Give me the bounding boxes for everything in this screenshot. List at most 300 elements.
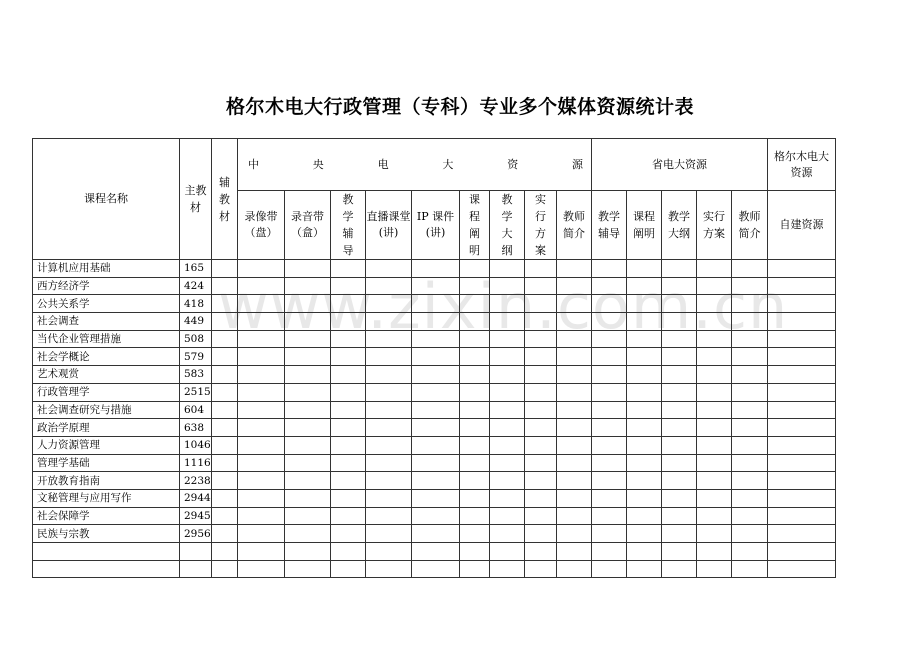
empty-cell bbox=[768, 277, 836, 295]
empty-cell bbox=[490, 366, 525, 384]
empty-cell bbox=[557, 454, 592, 472]
empty-cell bbox=[238, 260, 285, 278]
empty-cell bbox=[592, 454, 627, 472]
empty-cell bbox=[460, 454, 490, 472]
main-textbook-code-cell: 424 bbox=[180, 277, 212, 295]
empty-cell bbox=[331, 436, 366, 454]
empty-cell bbox=[627, 454, 662, 472]
empty-cell bbox=[238, 313, 285, 331]
empty-cell bbox=[212, 401, 238, 419]
empty-cell bbox=[212, 436, 238, 454]
empty-cell bbox=[732, 366, 768, 384]
empty-cell bbox=[238, 419, 285, 437]
table-row bbox=[33, 295, 836, 313]
empty-cell bbox=[697, 507, 732, 525]
empty-cell bbox=[412, 295, 460, 313]
main-textbook-code-cell: 583 bbox=[180, 366, 212, 384]
empty-cell bbox=[331, 560, 366, 578]
table-row bbox=[33, 348, 836, 366]
empty-cell bbox=[662, 260, 697, 278]
empty-cell bbox=[627, 419, 662, 437]
empty-cell bbox=[768, 366, 836, 384]
col-ip-courseware: IP 课件(讲) bbox=[412, 191, 460, 260]
empty-cell bbox=[490, 383, 525, 401]
empty-cell bbox=[768, 295, 836, 313]
empty-cell bbox=[768, 348, 836, 366]
empty-cell bbox=[412, 489, 460, 507]
empty-cell bbox=[525, 295, 557, 313]
empty-cell bbox=[662, 366, 697, 384]
empty-cell bbox=[460, 277, 490, 295]
empty-cell bbox=[331, 454, 366, 472]
empty-cell bbox=[460, 313, 490, 331]
empty-cell bbox=[697, 419, 732, 437]
empty-cell bbox=[285, 454, 331, 472]
empty-cell bbox=[697, 295, 732, 313]
course-name-cell: 开放教育指南 bbox=[33, 472, 180, 490]
course-name-cell: 行政管理学 bbox=[33, 383, 180, 401]
empty-cell bbox=[732, 383, 768, 401]
empty-cell bbox=[557, 507, 592, 525]
empty-cell bbox=[366, 383, 412, 401]
empty-cell bbox=[412, 472, 460, 490]
empty-cell bbox=[697, 401, 732, 419]
empty-cell bbox=[732, 436, 768, 454]
empty-cell bbox=[285, 348, 331, 366]
empty-cell bbox=[768, 419, 836, 437]
col-prov-implementation-plan: 实行方案 bbox=[697, 191, 732, 260]
empty-cell bbox=[662, 313, 697, 331]
col-prov-course-description: 课程阐明 bbox=[627, 191, 662, 260]
empty-cell bbox=[212, 383, 238, 401]
empty-cell bbox=[592, 383, 627, 401]
empty-cell bbox=[331, 472, 366, 490]
empty-cell bbox=[238, 295, 285, 313]
empty-cell bbox=[490, 489, 525, 507]
empty-cell bbox=[732, 313, 768, 331]
table-row bbox=[33, 543, 836, 561]
empty-cell bbox=[662, 295, 697, 313]
page-title: 格尔木电大行政管理（专科）专业多个媒体资源统计表 bbox=[225, 96, 694, 118]
empty-cell bbox=[662, 330, 697, 348]
empty-cell bbox=[557, 543, 592, 561]
empty-cell bbox=[697, 348, 732, 366]
col-self-built-resources: 自建资源 bbox=[768, 191, 836, 260]
empty-cell bbox=[331, 507, 366, 525]
empty-cell bbox=[412, 260, 460, 278]
col-syllabus: 教学大纲 bbox=[490, 191, 525, 260]
empty-cell bbox=[627, 260, 662, 278]
empty-cell bbox=[490, 313, 525, 331]
empty-cell bbox=[732, 489, 768, 507]
empty-cell bbox=[768, 313, 836, 331]
empty-cell bbox=[768, 472, 836, 490]
main-textbook-code-cell: 2238 bbox=[180, 472, 212, 490]
empty-cell bbox=[732, 348, 768, 366]
empty-cell bbox=[285, 313, 331, 331]
empty-cell bbox=[525, 472, 557, 490]
empty-cell bbox=[557, 277, 592, 295]
empty-cell bbox=[412, 330, 460, 348]
empty-cell bbox=[557, 348, 592, 366]
empty-cell bbox=[627, 295, 662, 313]
empty-cell bbox=[697, 260, 732, 278]
header-main-textbook: 主教材 bbox=[180, 139, 212, 260]
empty-cell bbox=[557, 436, 592, 454]
empty-cell bbox=[331, 419, 366, 437]
empty-cell bbox=[557, 472, 592, 490]
empty-cell bbox=[732, 507, 768, 525]
empty-cell bbox=[592, 366, 627, 384]
empty-cell bbox=[627, 489, 662, 507]
empty-cell bbox=[212, 454, 238, 472]
empty-cell bbox=[627, 330, 662, 348]
empty-cell bbox=[366, 260, 412, 278]
empty-cell bbox=[627, 313, 662, 331]
empty-cell bbox=[460, 330, 490, 348]
table-row bbox=[33, 401, 836, 419]
empty-cell bbox=[212, 295, 238, 313]
empty-cell bbox=[285, 277, 331, 295]
empty-cell bbox=[490, 507, 525, 525]
empty-cell bbox=[331, 489, 366, 507]
empty-cell bbox=[525, 525, 557, 543]
empty-cell bbox=[238, 383, 285, 401]
empty-cell bbox=[285, 366, 331, 384]
empty-cell bbox=[732, 560, 768, 578]
empty-cell bbox=[592, 401, 627, 419]
empty-cell bbox=[525, 436, 557, 454]
table-row bbox=[33, 383, 836, 401]
empty-cell bbox=[592, 525, 627, 543]
header-aux-textbook: 辅教材 bbox=[212, 139, 238, 260]
empty-cell bbox=[460, 383, 490, 401]
col-teaching-guide: 教学辅导 bbox=[331, 191, 366, 260]
col-prov-teacher-intro: 教师简介 bbox=[732, 191, 768, 260]
empty-cell bbox=[697, 560, 732, 578]
empty-cell bbox=[366, 543, 412, 561]
empty-cell bbox=[460, 507, 490, 525]
empty-cell bbox=[525, 419, 557, 437]
empty-cell bbox=[238, 543, 285, 561]
empty-cell bbox=[490, 260, 525, 278]
empty-cell bbox=[525, 401, 557, 419]
empty-cell bbox=[285, 489, 331, 507]
empty-cell bbox=[557, 489, 592, 507]
empty-cell bbox=[557, 560, 592, 578]
empty-cell bbox=[525, 277, 557, 295]
empty-cell bbox=[490, 348, 525, 366]
empty-cell bbox=[412, 419, 460, 437]
empty-cell bbox=[366, 419, 412, 437]
watermark: www.zixin.com.cn bbox=[218, 270, 789, 343]
empty-cell bbox=[490, 543, 525, 561]
empty-cell bbox=[525, 560, 557, 578]
empty-cell bbox=[732, 295, 768, 313]
empty-cell bbox=[331, 330, 366, 348]
main-textbook-code-cell: 604 bbox=[180, 401, 212, 419]
empty-cell bbox=[412, 277, 460, 295]
empty-cell bbox=[460, 489, 490, 507]
empty-cell bbox=[732, 419, 768, 437]
empty-cell bbox=[592, 348, 627, 366]
empty-cell bbox=[331, 543, 366, 561]
empty-cell bbox=[732, 525, 768, 543]
empty-cell bbox=[331, 313, 366, 331]
col-prov-syllabus: 教学大纲 bbox=[662, 191, 697, 260]
course-name-cell: 社会调查研究与措施 bbox=[33, 401, 180, 419]
table-row bbox=[33, 366, 836, 384]
empty-cell bbox=[732, 401, 768, 419]
empty-cell bbox=[662, 277, 697, 295]
empty-cell bbox=[331, 401, 366, 419]
empty-cell bbox=[627, 560, 662, 578]
empty-cell bbox=[662, 401, 697, 419]
course-name-cell: 政治学原理 bbox=[33, 419, 180, 437]
table-body bbox=[33, 260, 836, 578]
col-video-tape: 录像带（盘） bbox=[238, 191, 285, 260]
main-textbook-code-cell: 165 bbox=[180, 260, 212, 278]
empty-cell bbox=[238, 472, 285, 490]
empty-cell bbox=[732, 543, 768, 561]
table-row bbox=[33, 260, 836, 278]
resource-table bbox=[32, 138, 836, 578]
main-textbook-code-cell: 418 bbox=[180, 295, 212, 313]
course-name-cell: 民族与宗教 bbox=[33, 525, 180, 543]
empty-cell bbox=[412, 383, 460, 401]
empty-cell bbox=[662, 489, 697, 507]
empty-cell bbox=[366, 401, 412, 419]
empty-cell bbox=[238, 277, 285, 295]
empty-cell bbox=[592, 313, 627, 331]
empty-cell bbox=[460, 295, 490, 313]
empty-cell bbox=[212, 313, 238, 331]
course-name-cell bbox=[33, 543, 180, 561]
empty-cell bbox=[366, 436, 412, 454]
empty-cell bbox=[460, 366, 490, 384]
empty-cell bbox=[212, 419, 238, 437]
empty-cell bbox=[212, 507, 238, 525]
empty-cell bbox=[285, 507, 331, 525]
table-row bbox=[33, 525, 836, 543]
empty-cell bbox=[768, 507, 836, 525]
table-row bbox=[33, 507, 836, 525]
empty-cell bbox=[525, 507, 557, 525]
empty-cell bbox=[366, 330, 412, 348]
empty-cell bbox=[662, 436, 697, 454]
empty-cell bbox=[557, 313, 592, 331]
empty-cell bbox=[212, 543, 238, 561]
empty-cell bbox=[490, 560, 525, 578]
empty-cell bbox=[490, 419, 525, 437]
main-textbook-code-cell: 449 bbox=[180, 313, 212, 331]
course-name-cell: 西方经济学 bbox=[33, 277, 180, 295]
empty-cell bbox=[331, 348, 366, 366]
course-name-cell: 社会调查 bbox=[33, 313, 180, 331]
course-name-cell: 计算机应用基础 bbox=[33, 260, 180, 278]
empty-cell bbox=[697, 313, 732, 331]
empty-cell bbox=[412, 401, 460, 419]
empty-cell bbox=[490, 525, 525, 543]
empty-cell bbox=[732, 277, 768, 295]
table-row bbox=[33, 454, 836, 472]
empty-cell bbox=[460, 348, 490, 366]
table-row bbox=[33, 489, 836, 507]
main-textbook-code-cell: 1116 bbox=[180, 454, 212, 472]
empty-cell bbox=[412, 436, 460, 454]
main-textbook-code-cell: 1046 bbox=[180, 436, 212, 454]
main-textbook-code-cell: 2515 bbox=[180, 383, 212, 401]
empty-cell bbox=[732, 330, 768, 348]
empty-cell bbox=[592, 330, 627, 348]
empty-cell bbox=[627, 383, 662, 401]
empty-cell bbox=[592, 489, 627, 507]
empty-cell bbox=[285, 472, 331, 490]
empty-cell bbox=[697, 277, 732, 295]
empty-cell bbox=[285, 525, 331, 543]
empty-cell bbox=[238, 330, 285, 348]
course-name-cell: 管理学基础 bbox=[33, 454, 180, 472]
empty-cell bbox=[662, 383, 697, 401]
col-implementation-plan: 实行方案 bbox=[525, 191, 557, 260]
header-course-name: 课程名称 bbox=[33, 139, 180, 260]
empty-cell bbox=[460, 543, 490, 561]
empty-cell bbox=[592, 543, 627, 561]
course-name-cell: 人力资源管理 bbox=[33, 436, 180, 454]
empty-cell bbox=[662, 507, 697, 525]
empty-cell bbox=[238, 560, 285, 578]
main-textbook-code-cell: 2945 bbox=[180, 507, 212, 525]
empty-cell bbox=[285, 383, 331, 401]
empty-cell bbox=[212, 348, 238, 366]
empty-cell bbox=[490, 454, 525, 472]
empty-cell bbox=[460, 419, 490, 437]
empty-cell bbox=[238, 366, 285, 384]
empty-cell bbox=[697, 454, 732, 472]
empty-cell bbox=[768, 383, 836, 401]
empty-cell bbox=[490, 295, 525, 313]
empty-cell bbox=[768, 260, 836, 278]
main-textbook-code-cell: 508 bbox=[180, 330, 212, 348]
empty-cell bbox=[285, 560, 331, 578]
table-row bbox=[33, 330, 836, 348]
empty-cell bbox=[285, 260, 331, 278]
empty-cell bbox=[331, 366, 366, 384]
empty-cell bbox=[768, 525, 836, 543]
empty-cell bbox=[697, 330, 732, 348]
empty-cell bbox=[592, 560, 627, 578]
empty-cell bbox=[366, 525, 412, 543]
empty-cell bbox=[366, 560, 412, 578]
empty-cell bbox=[768, 401, 836, 419]
main-textbook-code-cell: 2944 bbox=[180, 489, 212, 507]
empty-cell bbox=[768, 560, 836, 578]
empty-cell bbox=[662, 560, 697, 578]
empty-cell bbox=[592, 277, 627, 295]
empty-cell bbox=[697, 489, 732, 507]
empty-cell bbox=[525, 454, 557, 472]
course-name-cell: 社会学概论 bbox=[33, 348, 180, 366]
empty-cell bbox=[697, 472, 732, 490]
empty-cell bbox=[412, 507, 460, 525]
empty-cell bbox=[627, 543, 662, 561]
empty-cell bbox=[525, 348, 557, 366]
empty-cell bbox=[331, 383, 366, 401]
empty-cell bbox=[627, 277, 662, 295]
empty-cell bbox=[331, 295, 366, 313]
empty-cell bbox=[366, 507, 412, 525]
empty-cell bbox=[238, 348, 285, 366]
empty-cell bbox=[285, 419, 331, 437]
empty-cell bbox=[212, 525, 238, 543]
col-course-description: 课程阐明 bbox=[460, 191, 490, 260]
empty-cell bbox=[697, 436, 732, 454]
empty-cell bbox=[212, 366, 238, 384]
empty-cell bbox=[238, 525, 285, 543]
empty-cell bbox=[525, 313, 557, 331]
empty-cell bbox=[768, 436, 836, 454]
empty-cell bbox=[768, 330, 836, 348]
empty-cell bbox=[490, 277, 525, 295]
empty-cell bbox=[412, 525, 460, 543]
empty-cell bbox=[490, 330, 525, 348]
empty-cell bbox=[627, 366, 662, 384]
col-teacher-intro: 教师简介 bbox=[557, 191, 592, 260]
empty-cell bbox=[331, 260, 366, 278]
empty-cell bbox=[212, 472, 238, 490]
empty-cell bbox=[557, 383, 592, 401]
empty-cell bbox=[592, 436, 627, 454]
empty-cell bbox=[768, 454, 836, 472]
empty-cell bbox=[412, 543, 460, 561]
empty-cell bbox=[592, 260, 627, 278]
empty-cell bbox=[592, 472, 627, 490]
table-row bbox=[33, 472, 836, 490]
empty-cell bbox=[592, 295, 627, 313]
empty-cell bbox=[490, 436, 525, 454]
empty-cell bbox=[627, 348, 662, 366]
empty-cell bbox=[697, 366, 732, 384]
main-textbook-code-cell: 638 bbox=[180, 419, 212, 437]
empty-cell bbox=[412, 313, 460, 331]
empty-cell bbox=[238, 489, 285, 507]
empty-cell bbox=[285, 543, 331, 561]
empty-cell bbox=[732, 260, 768, 278]
empty-cell bbox=[366, 348, 412, 366]
empty-cell bbox=[627, 401, 662, 419]
empty-cell bbox=[460, 525, 490, 543]
empty-cell bbox=[592, 507, 627, 525]
empty-cell bbox=[366, 277, 412, 295]
empty-cell bbox=[697, 525, 732, 543]
empty-cell bbox=[592, 419, 627, 437]
empty-cell bbox=[627, 436, 662, 454]
main-textbook-code-cell bbox=[180, 543, 212, 561]
header-row-1 bbox=[33, 139, 836, 191]
empty-cell bbox=[557, 330, 592, 348]
empty-cell bbox=[238, 454, 285, 472]
empty-cell bbox=[366, 472, 412, 490]
empty-cell bbox=[331, 525, 366, 543]
empty-cell bbox=[412, 454, 460, 472]
table-row bbox=[33, 560, 836, 578]
empty-cell bbox=[366, 454, 412, 472]
empty-cell bbox=[460, 401, 490, 419]
empty-cell bbox=[366, 295, 412, 313]
empty-cell bbox=[285, 436, 331, 454]
table-row bbox=[33, 277, 836, 295]
header-provincial-resources: 省电大资源 bbox=[592, 139, 768, 191]
